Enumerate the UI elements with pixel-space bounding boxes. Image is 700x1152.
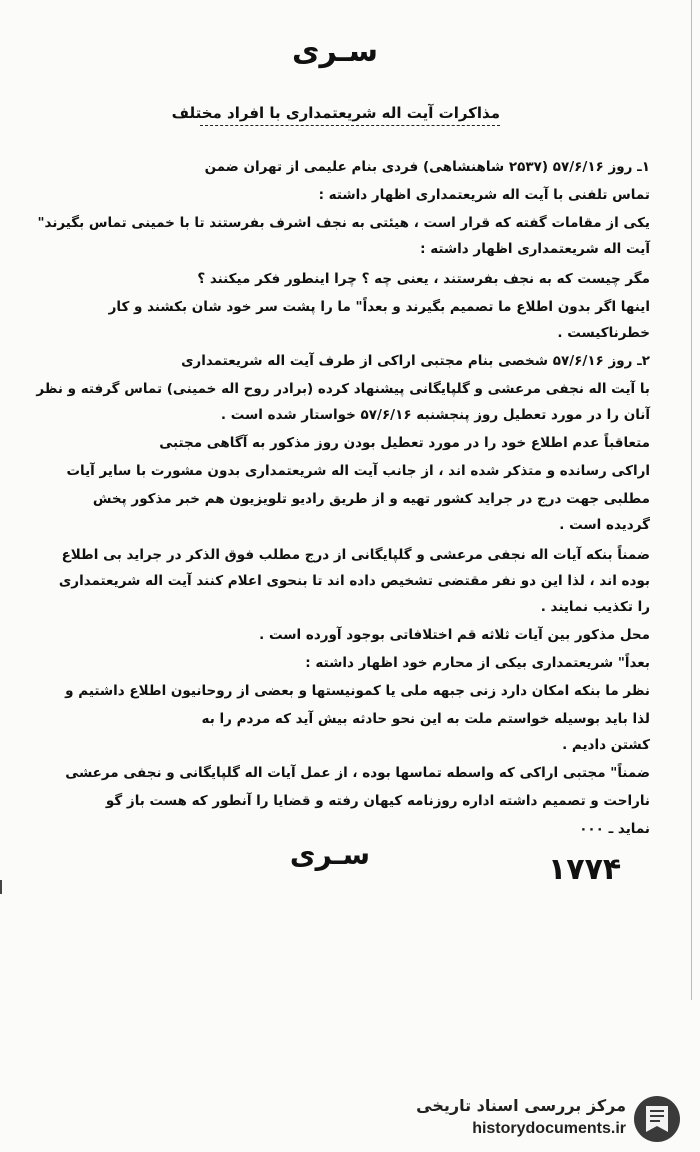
body-line: اراکی رسانده و متذکر شده اند ، از جانب آیت اله شریعتمداری بدون مشورت با سایر آیات — [66, 463, 650, 479]
body-line: مگر چیست که به نجف بفرستند ، یعنی چه ؟ چرا اینطور فکر میکنند ؟ — [197, 271, 650, 287]
body-line: نظر ما بنکه امکان دارد زنی جبهه ملی یا کمونیستها و بعضی از روحانیون اطلاع داشتیم و — [65, 683, 650, 699]
watermark — [392, 1092, 682, 1148]
archive-url[interactable]: historydocuments.ir — [472, 1120, 626, 1137]
body-line: گردیده است . — [559, 517, 650, 533]
body-line: ضمناً بنکه آیات اله نجفی مرعشی و گلپایگانی از درج مطلب فوق الذکر در جراید بی اطلاع — [61, 547, 650, 563]
body-line: ضمناً" مجتبی اراکی که واسطه تماسها بوده ، از عمل آیات اله گلپایگانی و نجفی مرعشی — [65, 765, 650, 781]
page-number: ۱۷۷۴ — [548, 852, 622, 887]
body-line: نماید ـ ۰۰۰ — [579, 821, 650, 837]
body-line: کشتن دادیم . — [562, 737, 650, 753]
document-title: مذاکرات آیت اله شریعتمداری با افراد مختلف — [200, 104, 500, 126]
margin-mark — [0, 880, 2, 894]
body-line: لذا باید بوسیله خواستم ملت به این نحو حادثه بیش آید که مردم را به — [201, 711, 650, 727]
body-line: با آیت اله نجفی مرعشی و گلپایگانی پیشنهاد کرده (برادر روح اله خمینی) تماس گرفته و نظر — [36, 381, 650, 397]
body-line: محل مذکور بین آیات ثلاثه قم اختلافاتی بوجود آورده است . — [259, 627, 650, 643]
body-line: یکی از مقامات گفته که قرار است ، هیئتی به نجف اشرف بفرستند تا با خمینی تماس بگیرند" — [37, 215, 650, 231]
body-line: بعداً" شریعتمداری بیکی از محارم خود اظهار داشته : — [305, 655, 650, 671]
body-line: ۲ـ روز ۵۷/۶/۱۶ شخصی بنام مجتبی اراکی از طرف آیت اله شریعتمداری — [181, 353, 650, 369]
body-line: را تکذیب نمایند . — [540, 599, 650, 615]
body-line: تماس تلفنی با آیت اله شریعتمداری اظهار داشته : — [318, 187, 650, 203]
body-line: آنان را در مورد تعطیل روز پنجشنبه ۵۷/۶/۱۶ خواستار شده است . — [220, 407, 650, 423]
page-edge — [691, 0, 692, 1000]
body-line: ناراحت و تصمیم داشته اداره روزنامه کیهان رفته و قضایا را آنطور که هست باز گو — [105, 793, 650, 809]
classification-footer: سـری — [289, 838, 371, 871]
body-line: متعاقباً عدم اطلاع خود را در مورد تعطیل بودن روز مذکور به آگاهی مجتبی — [159, 435, 650, 451]
classification-header: سـری — [292, 34, 378, 69]
body-line: ۱ـ روز ۵۷/۶/۱۶ (۲۵۳۷ شاهنشاهی) فردی بنام علیمی از تهران ضمن — [204, 159, 650, 175]
body-line: اینها اگر بدون اطلاع ما تصمیم بگیرند و بعداً" ما را پشت سر خود شان بکشند و کار — [108, 299, 650, 315]
archive-name: مرکز بررسی اسناد تاریخی — [416, 1096, 626, 1115]
body-line: بوده اند ، لذا این دو نفر مقتضی تشخیص داده اند تا بنحوی اعلام کنند آیت اله شریعتمداری — [58, 573, 650, 589]
body-line: خطرناکیست . — [557, 325, 650, 341]
archive-logo-icon — [632, 1094, 682, 1144]
body-line: مطلبی جهت درج در جراید کشور تهیه و از طریق رادیو تلویزیون هم خبر مذکور پخش — [92, 491, 650, 507]
body-line: آیت اله شریعتمداری اظهار داشته : — [420, 241, 650, 257]
